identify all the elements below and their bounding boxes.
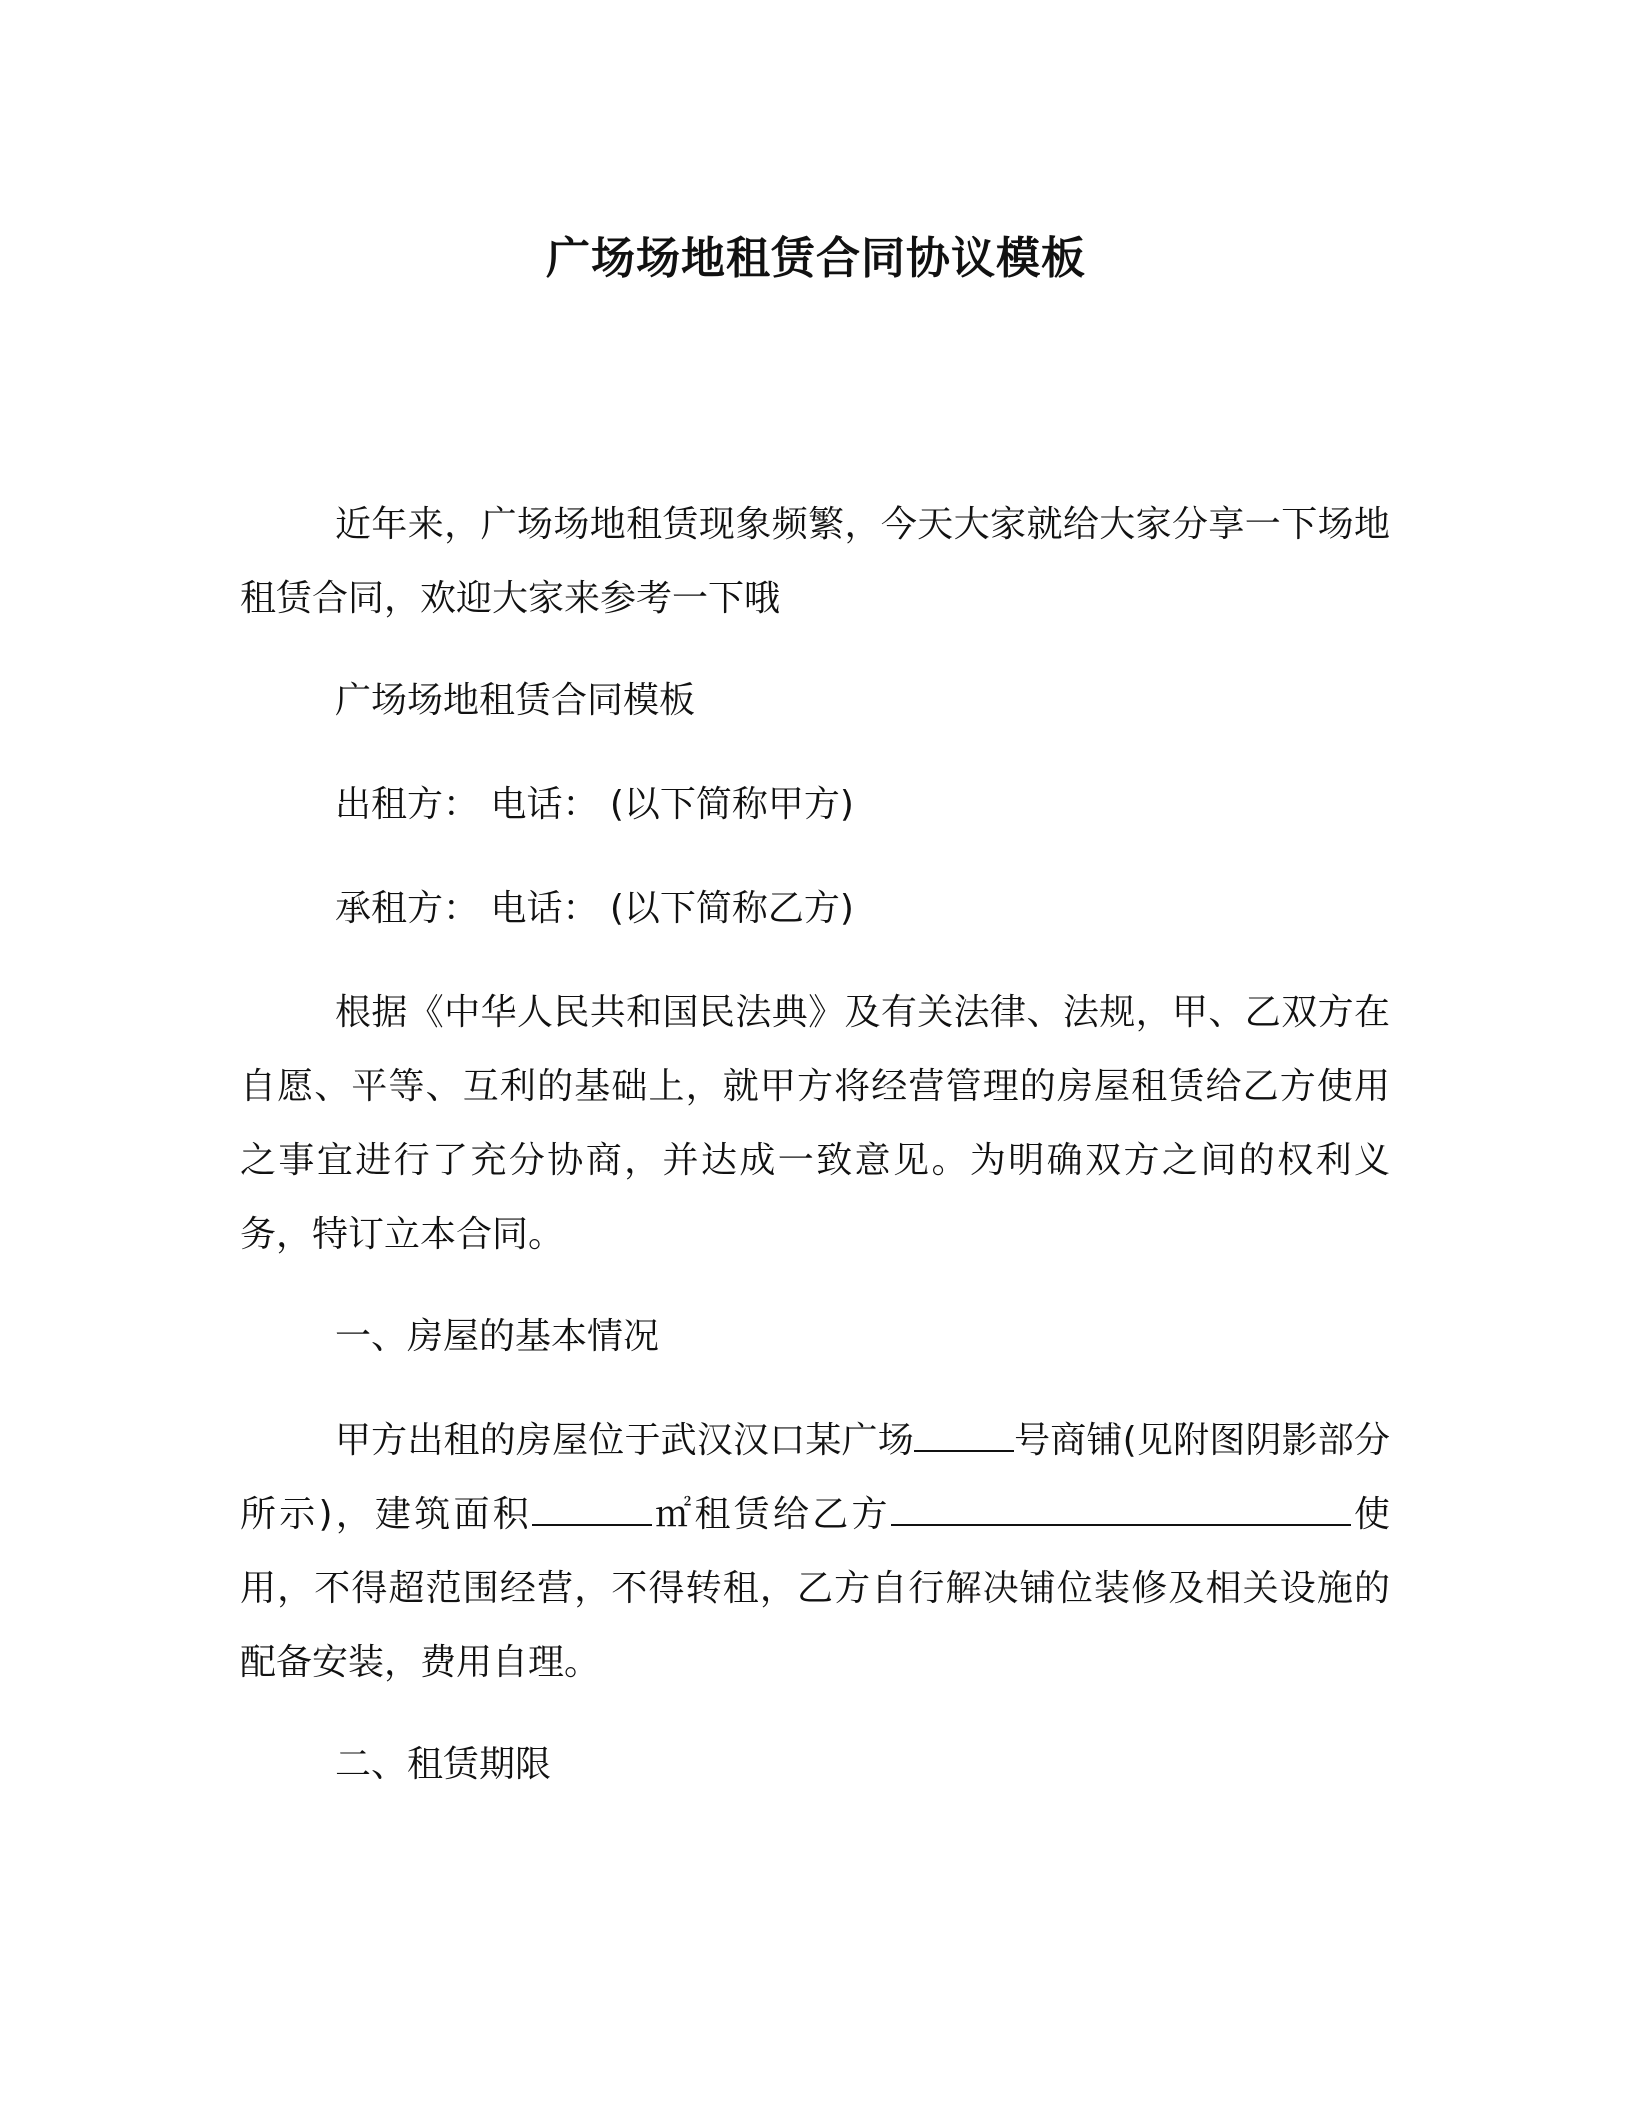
shop-number-blank: [914, 1420, 1014, 1452]
section-1-text-a: 甲方出租的房屋位于武汉汉口某广场: [335, 1420, 914, 1461]
document-title: 广场场地租赁合同协议模板: [546, 233, 1086, 284]
section-heading-2: 二、租赁期限: [335, 1744, 552, 1785]
intro-paragraph: 近年来，广场场地租赁现象频繁，今天大家就给大家分享一下场地租赁合同，欢迎大家来参考一下哦: [240, 504, 1390, 619]
lessee-line: 承租方： 电话： (以下简称乙方): [335, 888, 854, 929]
document-body: [240, 488, 1390, 1830]
section-heading-1: 一、房屋的基本情况: [335, 1316, 660, 1357]
area-blank: [532, 1494, 652, 1526]
section-1-text-d: 使用，不得超范围经营，不得转租，乙方自行解决铺位装修及相关设施的配备安装，费用自理。: [240, 1494, 1390, 1683]
preamble-paragraph: 根据《中华人民共和国民法典》及有关法律、法规，甲、乙双方在自愿、平等、互利的基础上，就甲方将经营管理的房屋租赁给乙方使用之事宜进行了充分协商，并达成一致意见。为明确双方之间的权利义务，特订立本合同。: [240, 992, 1390, 1255]
section-1-text-b: 号商铺(见附图阴影部分所示)，建筑面积: [240, 1420, 1390, 1535]
section-1-paragraph: [240, 1404, 1390, 1700]
use-purpose-blank: [891, 1494, 1351, 1526]
lessor-line: 出租方： 电话： (以下简称甲方): [335, 784, 854, 825]
template-subtitle: 广场场地租赁合同模板: [335, 680, 696, 721]
section-1-text-c: ㎡租赁给乙方: [652, 1494, 891, 1535]
